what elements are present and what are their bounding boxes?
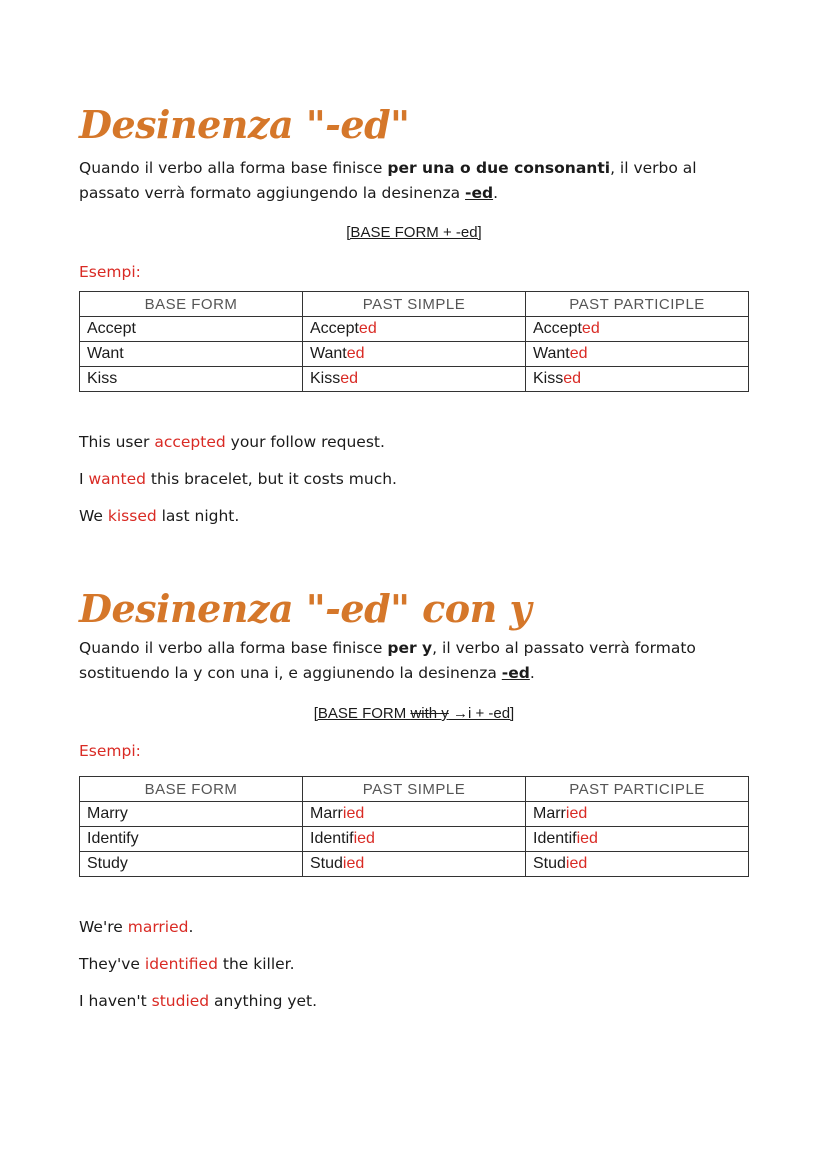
sentence-text: last night. [156,507,240,525]
sentence-text: This user [79,433,155,451]
table-row [80,317,749,342]
highlighted-verb: married [127,918,189,936]
sentence-text: They've [79,955,145,973]
verb-table [79,291,749,392]
cell-base: Accept [80,317,303,342]
cell-past-simple [303,342,526,367]
cell-base: Want [80,342,303,367]
stem: Identif [310,830,354,847]
rule-paragraph [79,636,749,686]
sentence-text: . [188,918,194,936]
example-sentence [79,498,759,535]
header-base-form: BASE FORM [80,292,303,317]
ending: ied [565,805,588,822]
formula-end: →i + -ed] [448,705,515,722]
example-sentence [79,946,759,983]
example-sentence [79,983,759,1020]
rule-bold: per y [387,639,433,657]
sentence-text: anything yet. [209,992,318,1010]
table-row [80,852,749,877]
stem: Marr [533,805,566,822]
formula [79,702,749,726]
header-past-participle: PAST PARTICIPLE [526,292,749,317]
ending: ied [565,855,588,872]
example-sentence [79,424,759,461]
cell-past-simple [303,852,526,877]
cell-base: Marry [80,802,303,827]
highlighted-verb: wanted [88,470,146,488]
highlighted-verb: identified [144,955,218,973]
highlighted-verb: accepted [154,433,226,451]
stem: Accept [310,320,359,337]
ending: ied [342,855,365,872]
rule-paragraph [79,156,749,206]
table-header-row [80,777,749,802]
header-past-simple: PAST SIMPLE [303,292,526,317]
ending: ed [340,370,359,387]
example-sentences [79,909,759,1020]
example-sentence [79,461,759,498]
example-sentences [79,424,759,535]
header-past-participle: PAST PARTICIPLE [526,777,749,802]
cell-past-participle [526,342,749,367]
sentence-text: this bracelet, but it costs much. [145,470,397,488]
stem: Want [310,345,347,362]
table-row [80,827,749,852]
formula [79,221,749,245]
section-title: Desinenza "-ed" con y [79,586,532,631]
formula-start: [BASE FORM [313,705,411,722]
example-sentence [79,909,759,946]
cell-past-simple [303,802,526,827]
sentence-text: the killer. [217,955,295,973]
formula-text: [BASE FORM + -ed] [346,224,482,241]
stem: Kiss [533,370,564,387]
rule-suffix: -ed [501,664,530,682]
section-ed [79,94,759,535]
stem: Accept [533,320,582,337]
rule-bold: per una o due consonanti [387,159,611,177]
sentence-text: your follow request. [225,433,385,451]
header-past-simple: PAST SIMPLE [303,777,526,802]
rule-suffix: -ed [465,184,494,202]
section-title: Desinenza "-ed" [79,102,410,147]
rule-text: Quando il verbo alla forma base finisce [79,159,388,177]
sentence-text: I haven't [79,992,152,1010]
ending: ied [353,830,375,847]
examples-label: Esempi: [79,263,141,281]
table-row [80,367,749,392]
stem: Identif [533,830,577,847]
stem: Stud [310,855,343,872]
verb-table [79,776,749,877]
ending: ied [576,830,598,847]
formula-struck: with y [410,705,449,722]
table-row [80,342,749,367]
ending: ed [581,320,600,337]
table-row [80,802,749,827]
sentence-text: We're [79,918,128,936]
cell-past-participle [526,367,749,392]
cell-past-participle [526,827,749,852]
sentence-text: We [79,507,108,525]
cell-past-simple [303,827,526,852]
table-header-row [80,292,749,317]
stem: Stud [533,855,566,872]
cell-past-participle [526,802,749,827]
rule-text: , il verbo al passato verrà formato sostituendo la y con una i, e aggiunendo la desinenza [79,639,696,682]
ending: ed [346,345,365,362]
rule-text: . [493,184,499,202]
stem: Want [533,345,570,362]
highlighted-verb: kissed [107,507,157,525]
formula-text [314,705,514,722]
cell-past-participle [526,317,749,342]
highlighted-verb: studied [151,992,210,1010]
cell-past-simple [303,367,526,392]
examples-label: Esempi: [79,742,141,760]
stem: Kiss [310,370,341,387]
rule-text: , il verbo al passato verrà formato aggiungendo la desinenza [79,159,697,202]
ending: ed [569,345,588,362]
rule-text: Quando il verbo alla forma base finisce [79,639,388,657]
rule-text: . [529,664,535,682]
header-base-form: BASE FORM [80,777,303,802]
cell-base: Kiss [80,367,303,392]
sentence-text: I [79,470,89,488]
cell-past-simple [303,317,526,342]
cell-base: Study [80,852,303,877]
section-ed-with-y [79,578,759,1020]
stem: Marr [310,805,343,822]
cell-past-participle [526,852,749,877]
ending: ied [342,805,365,822]
ending: ed [358,320,377,337]
ending: ed [563,370,582,387]
cell-base: Identify [80,827,303,852]
